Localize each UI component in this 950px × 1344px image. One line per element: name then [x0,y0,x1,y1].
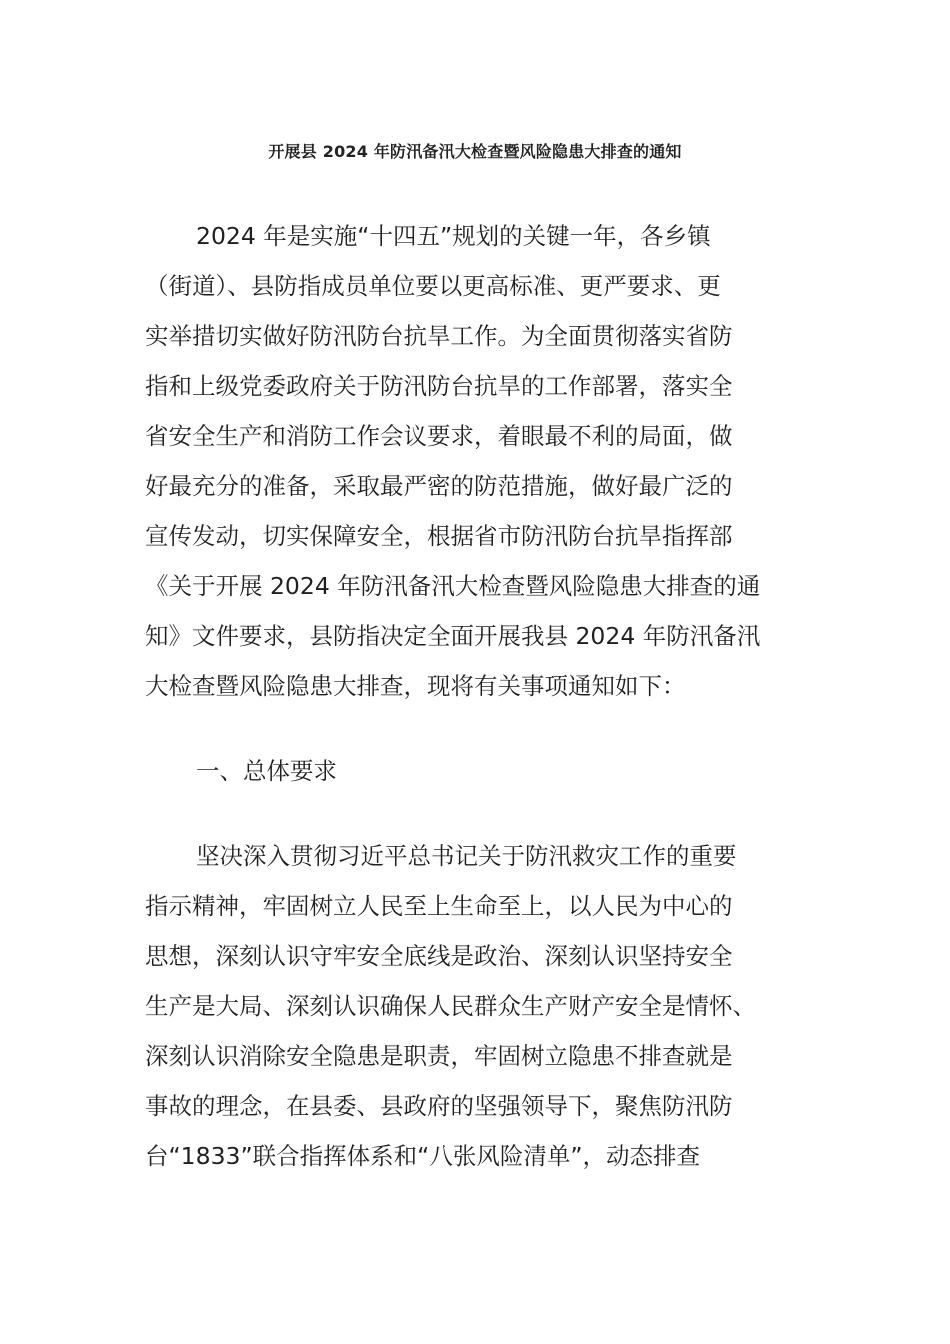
intro-line-4: 指和上级党委政府关于防汛防台抗旱的工作部署，落实全 [145,372,733,400]
intro-line-6: 好最充分的准备，采取最严密的防范措施，做好最广泛的 [145,472,733,500]
intro-line-5: 省安全生产和消防工作会议要求，着眼最不利的局面，做 [145,422,733,450]
document-title: 开展县 2024 年防汛备汛大检查暨风险隐患大排查的通知 [268,142,682,161]
intro-line-3: 实举措切实做好防汛防台抗旱工作。为全面贯彻落实省防 [145,322,733,350]
intro-line-9: 知》文件要求，县防指决定全面开展我县 2024 年防汛备汛 [145,622,761,650]
intro-line-2: （街道）、县防指成员单位要以更高标准、更严要求、更 [145,272,721,300]
intro-line-8: 《关于开展 2024 年防汛备汛大检查暨风险隐患大排查的通 [145,572,761,600]
intro-line-1: 2024 年是实施“十四五”规划的关键一年，各乡镇 [196,222,711,250]
intro-line-7: 宣传发动，切实保障安全，根据省市防汛防台抗旱指挥部 [145,522,733,550]
intro-line-10: 大检查暨风险隐患大排查，现将有关事项通知如下： [145,672,686,700]
section-line-1: 坚决深入贯彻习近平总书记关于防汛救灾工作的重要 [196,842,737,870]
section-line-6: 事故的理念，在县委、县政府的坚强领导下，聚焦防汛防 [145,1092,733,1120]
section-line-7: 台“1833”联合指挥体系和“八张风险清单”，动态排查 [145,1142,701,1170]
section-line-4: 生产是大局、深刻认识确保人民群众生产财产安全是情怀、 [145,992,756,1020]
section-heading: 一、总体要求 [196,757,337,785]
section-line-5: 深刻认识消除安全隐患是职责，牢固树立隐患不排查就是 [145,1042,733,1070]
section-line-3: 思想，深刻认识守牢安全底线是政治、深刻认识坚持安全 [145,942,733,970]
section-line-2: 指示精神，牢固树立人民至上生命至上，以人民为中心的 [145,892,733,920]
